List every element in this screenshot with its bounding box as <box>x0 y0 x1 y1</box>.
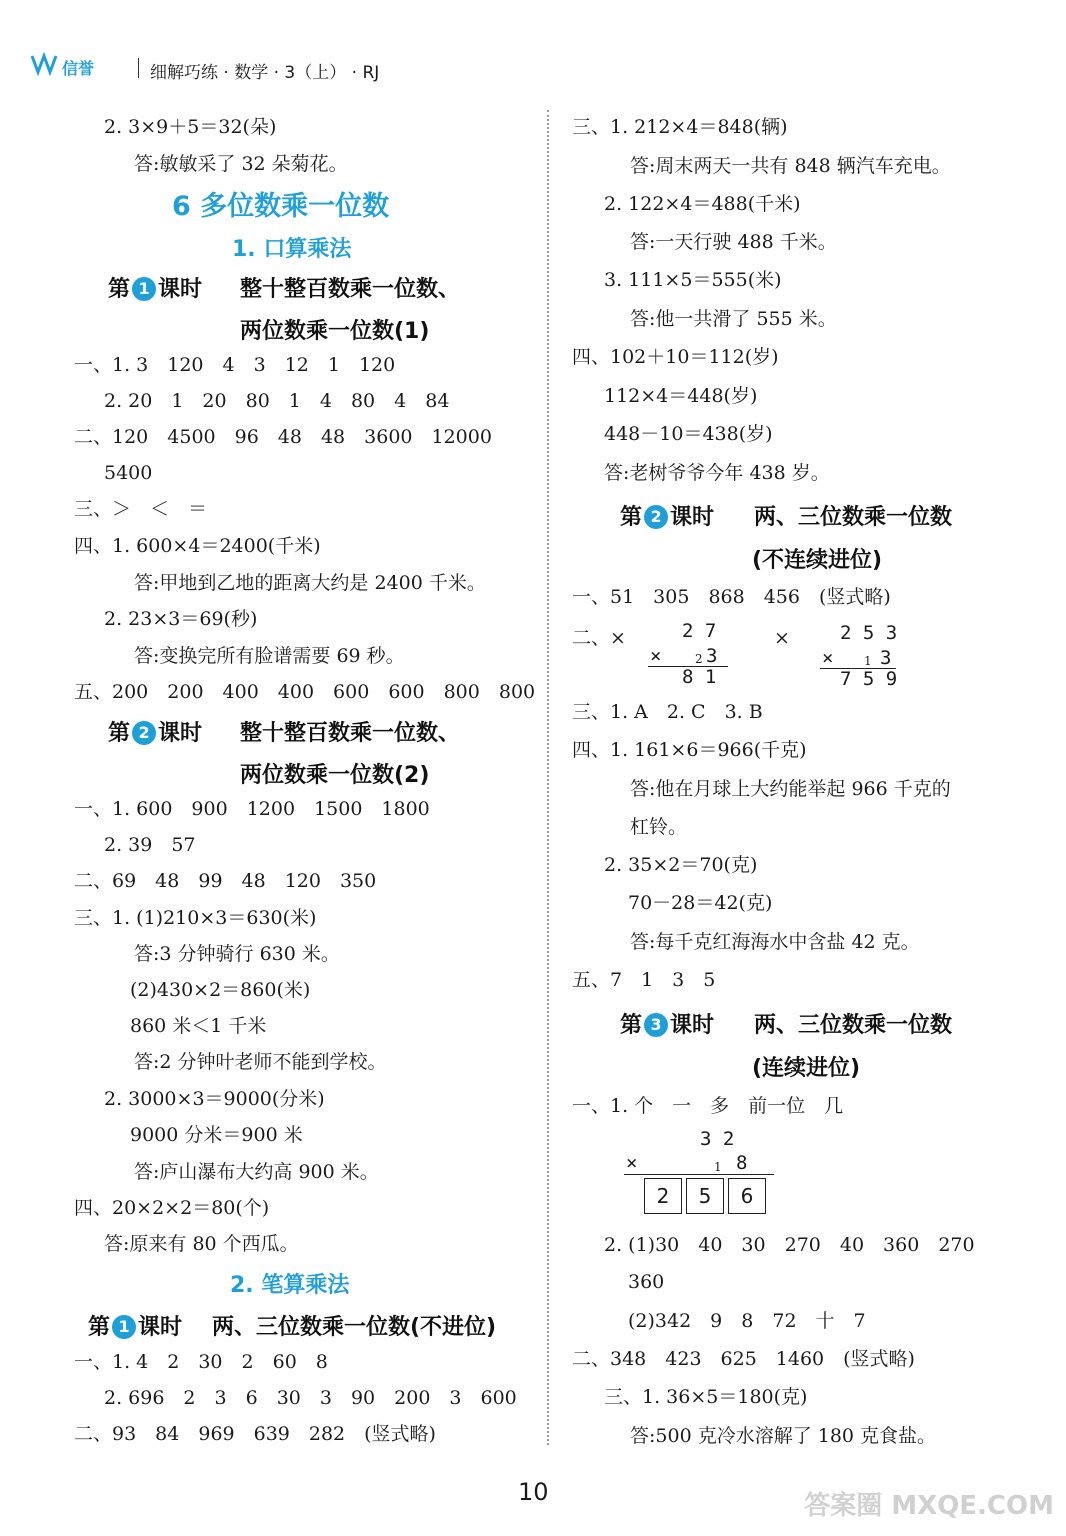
text-line: 四、1. 600×4＝2400(千米) <box>74 535 321 557</box>
text-line: 2. 122×4＝488(千米) <box>604 193 801 215</box>
lesson-subtitle: 整十整百数乘一位数、 <box>240 721 461 746</box>
text-line: 四、102＋10＝112(岁) <box>572 346 779 368</box>
vertical-result: 8 1 <box>682 666 717 688</box>
text-line: 二、93 84 969 639 282 (竖式略) <box>74 1423 436 1445</box>
text-line: 2. 35×2＝70(克) <box>604 854 758 876</box>
watermark: 答案圈 MXQE.COM <box>804 1491 1054 1521</box>
text-line: 答:老树爷爷今年 438 岁。 <box>604 462 830 484</box>
text-line: 答:3 分钟骑行 630 米。 <box>134 943 340 965</box>
text-line: 2. 696 2 3 6 30 3 90 200 3 600 <box>104 1387 517 1409</box>
vertical-mid: 8 <box>736 1152 748 1174</box>
text-line: 四、20×2×2＝80(个) <box>74 1197 270 1219</box>
text-line: 答:500 克冷水溶解了 180 克食盐。 <box>630 1425 937 1447</box>
vertical-result: 7 5 9 <box>840 668 898 690</box>
text-line: 2. 3000×3＝9000(分米) <box>104 1088 325 1110</box>
header-separator <box>138 58 139 78</box>
text-line: 五、200 200 400 400 600 600 800 800 <box>74 681 536 703</box>
multiply-sign: × <box>626 1152 638 1174</box>
answer-box: 6 <box>728 1178 766 1214</box>
text-line: 二、× <box>572 627 626 649</box>
text-line: (2)342 9 8 72 十 7 <box>628 1310 866 1332</box>
text-line: 答:一天行驶 488 千米。 <box>630 231 837 253</box>
carry-digit: 2 <box>695 652 703 666</box>
text-line: 一、1. 600 900 1200 1500 1800 <box>74 798 430 820</box>
text-line: 答:他在月球上大约能举起 966 千克的 <box>630 778 951 800</box>
vertical-mid: 3 <box>880 647 892 669</box>
multiply-sign: × <box>650 645 662 667</box>
lesson-number-badge: 1 <box>132 277 156 301</box>
multiply-sign: × <box>822 647 834 669</box>
vertical-mid: 3 <box>706 645 718 667</box>
lesson-subtitle: 两、三位数乘一位数 <box>754 1013 953 1038</box>
vertical-top: 3 2 <box>700 1128 735 1150</box>
lesson-title: 第 2 课时 <box>620 505 715 530</box>
text-line: 杠铃。 <box>630 816 688 838</box>
text-line: 112×4＝448(岁) <box>604 385 758 407</box>
text-line: 答:甲地到乙地的距离大约是 2400 千米。 <box>134 572 486 594</box>
lesson-title: 第 1 课时 <box>108 277 203 302</box>
text-line: 三、＞ ＜ ＝ <box>74 498 208 520</box>
text-line: 三、1. A 2. C 3. B <box>572 701 763 723</box>
vertical-top: 2 7 <box>682 620 717 642</box>
text-line: 三、1. 212×4＝848(辆) <box>572 116 788 138</box>
page-number: 10 <box>518 1478 549 1506</box>
lesson-number-badge: 1 <box>112 1315 136 1339</box>
text-line: 3. 111×5＝555(米) <box>604 269 782 291</box>
section-title: 1. 口算乘法 <box>232 237 352 262</box>
lesson-subtitle: 两位数乘一位数(1) <box>240 319 430 344</box>
text-line: 5400 <box>104 462 153 484</box>
lesson-number-badge: 2 <box>644 505 668 529</box>
text-line: 答:变换完所有脸谱需要 69 秒。 <box>134 645 405 667</box>
chapter-title: 6 多位数乘一位数 <box>172 191 390 222</box>
text-line: 9000 分米＝900 米 <box>130 1124 303 1146</box>
lesson-subtitle: 两、三位数乘一位数 <box>754 505 953 530</box>
text-line: 答:他一共滑了 555 米。 <box>630 308 837 330</box>
lesson-title: 第 1 课时 <box>88 1315 183 1340</box>
text-line: 一、51 305 868 456 (竖式略) <box>572 586 891 608</box>
carry-digit: 1 <box>864 654 872 668</box>
text-line: 答:每千克红海海水中含盐 42 克。 <box>630 931 920 953</box>
text-line: 一、1. 个 一 多 前一位 几 <box>572 1095 844 1117</box>
section-title: 2. 笔算乘法 <box>230 1273 350 1298</box>
text-line: 五、7 1 3 5 <box>572 969 716 991</box>
vertical-rule <box>624 1174 774 1175</box>
lesson-number-badge: 2 <box>132 721 156 745</box>
text-line: 70－28＝42(克) <box>628 892 773 914</box>
text-line: 860 米＜1 千米 <box>130 1015 267 1037</box>
lesson-subtitle: 两、三位数乘一位数(不进位) <box>212 1315 497 1340</box>
text-line: 2. 3×9＋5＝32(朵) <box>104 116 277 138</box>
text-line: 2. 39 57 <box>104 834 196 856</box>
lesson-title: 第 2 课时 <box>108 721 203 746</box>
lesson-subtitle: 两位数乘一位数(2) <box>240 763 430 788</box>
text-line: 二、348 423 625 1460 (竖式略) <box>572 1348 915 1370</box>
text-line: 答:周末两天一共有 848 辆汽车充电。 <box>630 155 951 177</box>
lesson-number-badge: 3 <box>644 1013 668 1037</box>
text-line: 答:原来有 80 个西瓜。 <box>104 1233 299 1255</box>
text-line: 四、1. 161×6＝966(千克) <box>572 739 807 761</box>
vertical-top: 2 5 3 <box>840 622 898 644</box>
text-line: 360 <box>628 1271 665 1293</box>
text-line: 一、1. 3 120 4 3 12 1 120 <box>74 354 396 376</box>
text-line: 答:庐山瀑布大约高 900 米。 <box>134 1161 379 1183</box>
lesson-title: 第 3 课时 <box>620 1013 715 1038</box>
text-line: 答:敏敏采了 32 朵菊花。 <box>134 153 348 175</box>
lesson-subtitle: 整十整百数乘一位数、 <box>240 277 461 302</box>
text-line: 三、1. (1)210×3＝630(米) <box>74 907 317 929</box>
text-line: 448－10＝438(岁) <box>604 423 773 445</box>
lesson-subtitle: (连续进位) <box>752 1056 861 1081</box>
logo-text: 信誉 <box>62 59 95 78</box>
text-line: (2)430×2＝860(米) <box>130 979 311 1001</box>
text-line: 一、1. 4 2 30 2 60 8 <box>74 1351 328 1373</box>
text-line: × <box>774 627 790 649</box>
answer-box: 2 <box>644 1178 682 1214</box>
text-line: 二、120 4500 96 48 48 3600 12000 <box>74 426 492 448</box>
header-title: 细解巧练 · 数学 · 3（上） · RJ <box>150 63 380 83</box>
text-line: 2. 20 1 20 80 1 4 80 4 84 <box>104 390 450 412</box>
text-line: 2. 23×3＝69(秒) <box>104 608 258 630</box>
answer-box: 5 <box>686 1178 724 1214</box>
text-line: 答:2 分钟叶老师不能到学校。 <box>134 1051 387 1073</box>
lesson-subtitle: (不连续进位) <box>752 548 883 573</box>
carry-digit: 1 <box>714 1160 722 1174</box>
text-line: 2. (1)30 40 30 270 40 360 270 <box>604 1234 975 1256</box>
column-divider <box>547 110 549 1445</box>
text-line: 三、1. 36×5＝180(克) <box>604 1386 808 1408</box>
text-line: 二、69 48 99 48 120 350 <box>74 870 377 892</box>
